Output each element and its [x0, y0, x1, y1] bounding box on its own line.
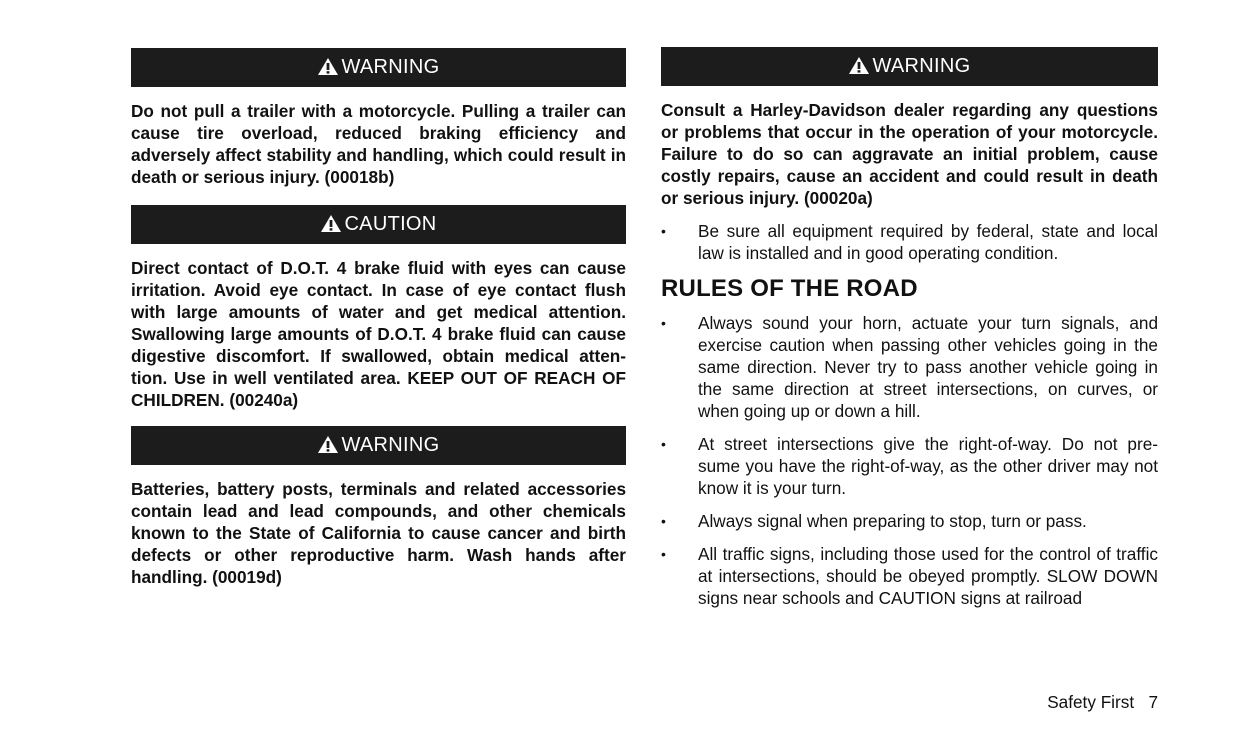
list-item-text: At street intersections give the right-of-way. Do not pre-sume you have the right-of-way, as the other driver may not know it is your turn.: [698, 434, 1158, 498]
warning-block-batteries: [131, 426, 626, 588]
alert-triangle-icon: [848, 56, 870, 75]
alert-triangle-icon: [317, 435, 339, 454]
banner-label: WARNING: [872, 55, 971, 77]
warning-text: Batteries, battery posts, terminals and related accessories contain lead and lead compounds, and other chemicals known to the State of California to cause cancer and birth defects or other reproductive harm. Wash hands after handling. (00019d): [131, 479, 626, 587]
list-item-text: All traffic signs, including those used for the control of traffic at intersections, should be obeyed promptly. SLOW DOWN signs near schools and CAUTION signs at railroad: [698, 544, 1158, 608]
list-item: [661, 220, 1158, 264]
warning-banner: [131, 426, 626, 465]
caution-banner: [131, 205, 626, 244]
list-item: [661, 543, 1158, 609]
list-item: [661, 510, 1158, 532]
right-column: [661, 47, 1158, 609]
list-item-text: Always signal when preparing to stop, turn or pass.: [698, 511, 1087, 531]
warning-text: Do not pull a trailer with a motorcycle. Pulling a trailer can cause tire overload, reduced braking efficiency and adversely affect stability and handling, which could result in death or serious injury. (00018b): [131, 101, 626, 187]
equipment-bullet-list: [661, 220, 1158, 264]
banner-label: WARNING: [341, 56, 440, 78]
caution-block-brake-fluid: [131, 205, 626, 411]
alert-triangle-icon: [317, 57, 339, 76]
warning-block-dealer: [661, 47, 1158, 209]
warning-text: Consult a Harley-Davidson dealer regarding any questions or problems that occur in the operation of your motorcycle. Failure to do so can aggravate an initial problem, cause costly repairs, cause an accident and could result in death or serious injury. (00020a): [661, 100, 1158, 208]
section-heading: RULES OF THE ROAD: [661, 275, 918, 302]
warning-block-trailer: [131, 48, 626, 188]
bullet-icon: •: [661, 223, 666, 239]
bullet-icon: •: [661, 436, 666, 452]
banner-label: WARNING: [341, 434, 440, 456]
warning-banner: [131, 48, 626, 87]
list-item: [661, 312, 1158, 422]
list-item-text: Be sure all equipment required by federal, state and local law is installed and in good operating condition.: [698, 221, 1158, 263]
bullet-icon: •: [661, 513, 666, 529]
bullet-icon: •: [661, 315, 666, 331]
footer-section-title: Safety First: [1047, 692, 1135, 712]
list-item-text: Always sound your horn, actuate your turn signals, and exercise caution when passing other vehicles going in the same direction. Never try to pass another vehicle going in the same direction at street intersections, on curves, or when going up or down a hill.: [698, 313, 1158, 421]
page-footer: [1047, 692, 1158, 713]
bullet-icon: •: [661, 546, 666, 562]
warning-banner: [661, 47, 1158, 86]
caution-text: Direct contact of D.O.T. 4 brake fluid with eyes can cause irritation. Avoid eye contact. In case of eye contact flush with large amounts of water and get medical attention. Swallowing large amounts of D.O.T. 4 brake fluid can cause digestive discomfort. If swallowed, obtain medical atten-tion. Use in well ventilated area. KEEP OUT OF REACH OF CHILDREN. (00240a): [131, 258, 626, 410]
banner-label: CAUTION: [344, 213, 437, 235]
alert-triangle-icon: [320, 214, 342, 233]
rules-bullet-list: [661, 312, 1158, 609]
list-item: [661, 433, 1158, 499]
page-number: 7: [1148, 692, 1158, 712]
